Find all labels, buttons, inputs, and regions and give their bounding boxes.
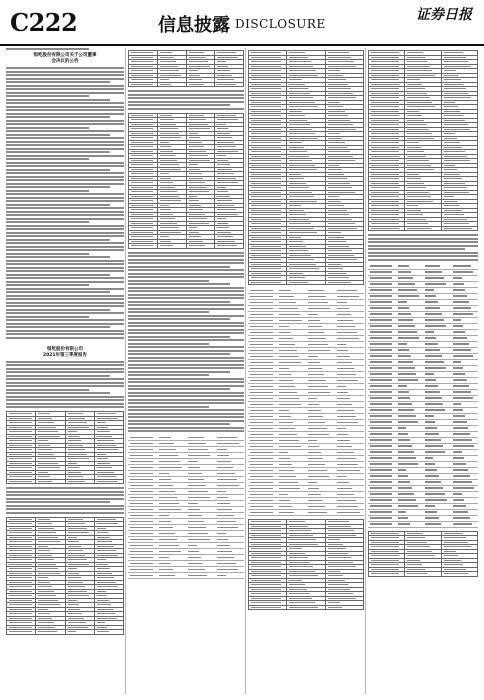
table-cell: [129, 244, 158, 249]
text-line: [368, 248, 465, 250]
text-line: [6, 281, 124, 283]
text-line: [6, 242, 124, 244]
column-divider: [125, 48, 126, 694]
text-line: [6, 333, 124, 335]
text-line: [6, 235, 124, 237]
income-statement-table: [248, 288, 364, 516]
column-1: [6, 48, 124, 694]
text-line: [128, 252, 244, 254]
text-line: [128, 350, 244, 352]
table-row: [248, 510, 364, 516]
text-line: [6, 375, 110, 377]
table-cell: [36, 479, 65, 484]
text-line: [6, 256, 110, 258]
text-line: [6, 78, 124, 80]
text-line: [6, 491, 124, 493]
text-line: [6, 183, 124, 185]
text-line: [128, 360, 244, 362]
report-title: 2021年第三季度报告: [42, 352, 88, 358]
text-line: [6, 382, 124, 384]
body-text: [6, 361, 124, 409]
table-row: [368, 521, 478, 527]
text-line: [128, 322, 244, 324]
text-line: [6, 228, 124, 230]
table-cell: [277, 510, 306, 516]
text-line: [6, 113, 124, 115]
section-title-en: DISCLOSURE: [235, 17, 326, 31]
column-divider: [365, 48, 366, 694]
text-line: [6, 193, 124, 195]
text-line: [6, 190, 89, 192]
text-line: [6, 127, 89, 129]
column-divider: [245, 48, 246, 694]
report-company: 恒屹股份有限公司: [47, 346, 83, 352]
table-cell: [215, 573, 244, 579]
text-line: [6, 274, 110, 276]
table-cell: [7, 630, 36, 635]
body-text: [128, 252, 244, 433]
text-line: [6, 123, 124, 125]
text-line: [6, 305, 124, 307]
table-cell: [405, 226, 441, 231]
text-line: [6, 207, 124, 209]
text-line: [6, 406, 124, 408]
table-row: [7, 479, 124, 484]
text-line: [6, 368, 124, 370]
text-line: [128, 290, 244, 292]
table-cell: [215, 82, 244, 87]
text-line: [6, 130, 124, 132]
text-line: [6, 295, 124, 297]
table-cell: [335, 510, 364, 516]
notice-title: [6, 53, 124, 65]
table-cell: [325, 605, 363, 610]
text-line: [128, 297, 244, 299]
text-line: [128, 367, 244, 369]
text-line: [128, 304, 244, 306]
text-line: [128, 395, 244, 397]
text-line: [6, 162, 124, 164]
table-cell: [369, 572, 405, 577]
text-line: [128, 388, 230, 390]
table-row: [249, 280, 364, 285]
text-line: [6, 312, 124, 314]
text-line: [128, 283, 230, 285]
text-line: [128, 301, 230, 303]
table-cell: [157, 82, 186, 87]
text-line: [6, 403, 124, 405]
text-line: [128, 416, 244, 418]
text-line: [128, 311, 209, 313]
text-line: [6, 501, 110, 503]
report-heading: [6, 347, 124, 359]
text-line: [6, 116, 110, 118]
text-line: [128, 374, 209, 376]
financial-table: [128, 50, 244, 87]
text-line: [6, 137, 124, 139]
text-line: [128, 273, 244, 275]
masthead: [0, 0, 484, 46]
text-line: [128, 108, 244, 110]
text-line: [128, 280, 209, 282]
text-line: [128, 343, 209, 345]
text-line: [128, 430, 244, 432]
text-line: [6, 211, 124, 213]
body-text: [6, 67, 124, 339]
text-line: [128, 399, 244, 401]
text-line: [6, 249, 124, 251]
table-cell: [186, 244, 215, 249]
text-line: [6, 494, 124, 496]
table-cell: [248, 510, 277, 516]
text-line: [6, 204, 110, 206]
text-line: [128, 294, 244, 296]
text-line: [128, 97, 244, 99]
text-line: [6, 323, 124, 325]
table-cell: [287, 280, 325, 285]
text-line: [6, 319, 124, 321]
text-line: [128, 308, 244, 310]
table-cell: [368, 521, 396, 527]
text-line: [368, 259, 478, 261]
table-row: [7, 630, 124, 635]
text-line: [6, 316, 89, 318]
text-line: [6, 221, 89, 223]
table-cell: [186, 82, 215, 87]
text-line: [368, 238, 478, 240]
text-line: [6, 155, 124, 157]
text-line: [6, 392, 110, 394]
table-cell: [405, 572, 441, 577]
text-line: [128, 409, 244, 411]
table-cell: [249, 605, 287, 610]
text-line: [6, 298, 124, 300]
text-line: [6, 141, 124, 143]
text-line: [6, 239, 110, 241]
text-line: [6, 270, 124, 272]
column-3: [248, 48, 364, 694]
text-line: [128, 329, 244, 331]
text-line: [128, 259, 244, 261]
text-line: [128, 364, 244, 366]
text-line: [128, 276, 244, 278]
text-line: [368, 245, 478, 247]
table-cell: [36, 630, 65, 635]
text-line: [6, 399, 124, 401]
financial-table: [128, 113, 244, 249]
table-cell: [369, 226, 405, 231]
financial-table: [368, 50, 478, 231]
text-line: [368, 255, 478, 257]
body-text: [128, 90, 244, 110]
text-line: [128, 353, 230, 355]
notice-title-line: 会决议的公告: [51, 59, 79, 64]
table-cell: [441, 572, 477, 577]
text-line: [128, 339, 244, 341]
column-2: [128, 48, 244, 694]
text-line: [6, 253, 89, 255]
body-text: [368, 234, 478, 261]
text-line: [6, 158, 89, 160]
text-line: [6, 120, 124, 122]
text-line: [128, 385, 244, 387]
table-cell: [306, 510, 335, 516]
text-line: [128, 101, 244, 103]
text-line: [6, 179, 124, 181]
text-line: [128, 262, 244, 264]
table-cell: [287, 605, 325, 610]
table-cell: [65, 630, 94, 635]
text-line: [128, 402, 244, 404]
text-line: [128, 266, 230, 268]
text-line: [128, 371, 230, 373]
text-line: [6, 330, 124, 332]
text-line: [128, 94, 244, 96]
text-line: [128, 269, 244, 271]
text-line: [6, 92, 124, 94]
text-line: [6, 165, 124, 167]
text-line: [6, 88, 124, 90]
table-cell: [129, 82, 158, 87]
text-line: [6, 487, 124, 489]
text-line: [6, 169, 110, 171]
table-cell: [94, 630, 123, 635]
text-line: [128, 255, 244, 257]
text-line: [6, 81, 110, 83]
text-line: [6, 71, 124, 73]
text-line: [6, 148, 124, 150]
text-line: [6, 284, 89, 286]
table-cell: [157, 244, 186, 249]
text-line: [6, 85, 124, 87]
table-cell: [249, 280, 287, 285]
text-line: [128, 325, 244, 327]
text-line: [128, 287, 244, 289]
table-cell: [441, 226, 477, 231]
paper-logo: 证券日报: [416, 7, 472, 23]
table-cell: [423, 521, 451, 527]
text-line: [368, 241, 478, 243]
text-line: [6, 48, 89, 50]
cash-flow-table: [248, 519, 364, 610]
text-line: [6, 263, 124, 265]
table-row: [129, 82, 244, 87]
table-cell: [128, 573, 157, 579]
text-line: [6, 498, 124, 500]
text-line: [128, 378, 244, 380]
text-line: [6, 99, 110, 101]
table-cell: [451, 521, 479, 527]
table-row: [128, 573, 244, 579]
table-cell: [65, 479, 94, 484]
text-line: [368, 252, 478, 254]
text-line: [6, 95, 89, 97]
table-row: [369, 226, 478, 231]
text-line: [6, 309, 110, 311]
text-line: [128, 336, 230, 338]
text-line: [128, 315, 244, 317]
financial-table: [128, 435, 244, 579]
table-cell: [94, 479, 123, 484]
text-line: [6, 337, 124, 339]
text-line: [128, 318, 230, 320]
text-line: [6, 508, 124, 510]
balance-sheet-table: [248, 50, 364, 285]
text-line: [6, 364, 124, 366]
financial-table: [6, 517, 124, 635]
text-line: [6, 144, 124, 146]
text-line: [6, 214, 124, 216]
text-line: [6, 371, 124, 373]
text-line: [6, 277, 124, 279]
text-line: [128, 413, 244, 415]
text-line: [6, 326, 110, 328]
page-number: C222: [10, 8, 78, 37]
text-line: [128, 423, 230, 425]
table-row: [369, 572, 478, 577]
text-line: [6, 512, 124, 514]
table-cell: [186, 573, 215, 579]
text-line: [6, 109, 124, 111]
text-line: [6, 102, 124, 104]
text-line: [6, 288, 124, 290]
text-line: [6, 200, 124, 202]
text-line: [6, 225, 124, 227]
financial-table: [6, 411, 124, 484]
section-title: 信息披露: [158, 15, 230, 36]
text-line: [128, 346, 244, 348]
text-line: [128, 332, 244, 334]
text-line: [6, 302, 124, 304]
text-line: [128, 90, 244, 92]
text-line: [128, 104, 230, 106]
table-row: [129, 244, 244, 249]
text-line: [128, 392, 244, 394]
text-line: [6, 385, 124, 387]
text-line: [128, 427, 244, 429]
table-cell: [215, 244, 244, 249]
text-line: [6, 260, 124, 262]
text-line: [6, 505, 124, 507]
text-line: [6, 186, 110, 188]
text-line: [6, 396, 124, 398]
text-line: [6, 246, 124, 248]
text-line: [6, 389, 89, 391]
text-line: [6, 176, 124, 178]
text-line: [128, 381, 244, 383]
body-text: [6, 487, 124, 514]
text-line: [6, 106, 124, 108]
text-line: [6, 378, 124, 380]
text-line: [128, 357, 244, 359]
text-line: [128, 406, 209, 408]
table-cell: [157, 573, 186, 579]
financial-table: [368, 531, 478, 577]
text-line: [6, 267, 124, 269]
table-cell: [325, 280, 363, 285]
text-line: [6, 232, 124, 234]
notice-title-line: 恒屹股份有限公司关于公司董事: [33, 53, 97, 58]
text-line: [6, 218, 124, 220]
text-line: [6, 291, 110, 293]
text-line: [6, 134, 110, 136]
table-cell: [396, 521, 424, 527]
text-line: [6, 67, 124, 69]
text-line: [6, 361, 124, 363]
text-line: [128, 420, 244, 422]
text-line: [368, 234, 478, 236]
text-line: [6, 74, 124, 76]
table-cell: [7, 479, 36, 484]
table-row: [249, 605, 364, 610]
text-line: [6, 151, 110, 153]
text-line: [6, 172, 124, 174]
financial-table: [368, 264, 478, 528]
text-line: [6, 197, 124, 199]
column-4: [368, 48, 478, 694]
